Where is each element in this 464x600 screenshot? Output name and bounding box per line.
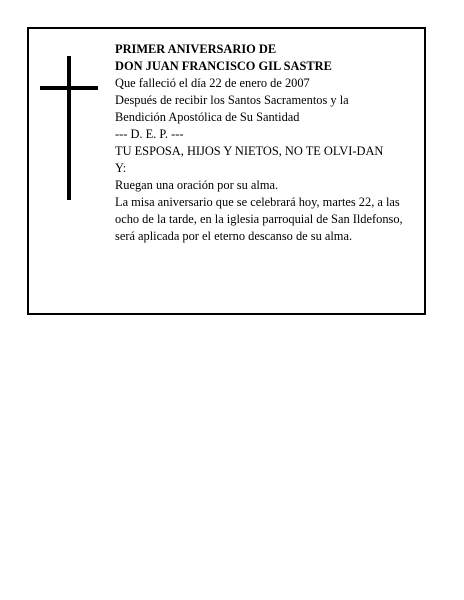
obituary-notice	[27, 27, 426, 315]
notice-text-block	[115, 41, 415, 245]
cross-horizontal-bar	[40, 86, 98, 90]
notice-title-line-1: PRIMER ANIVERSARIO DE	[115, 42, 277, 56]
family-line-2: Y:	[115, 161, 127, 175]
sacraments-line-1: Después de recibir los Santos Sacramentos y la	[115, 93, 349, 107]
rip-line: --- D. E. P. ---	[115, 127, 184, 141]
death-date-line: Que falleció el día 22 de enero de 2007	[115, 76, 310, 90]
sacraments-line-2: Bendición Apostólica de Su Santidad	[115, 110, 300, 124]
mass-paragraph: La misa aniversario que se celebrará hoy, martes 22, a las ocho de la tarde, en la iglesia parroquial de San Ildefonso, será aplicada por el eterno descanso de su alma.	[115, 195, 403, 243]
prayer-line: Ruegan una oración por su alma.	[115, 178, 279, 192]
cross-icon	[40, 56, 98, 200]
family-line-1: TU ESPOSA, HIJOS Y NIETOS, NO TE OLVI-DAN	[115, 144, 384, 158]
cross-vertical-bar	[67, 56, 71, 200]
notice-title-line-2: DON JUAN FRANCISCO GIL SASTRE	[115, 59, 332, 73]
